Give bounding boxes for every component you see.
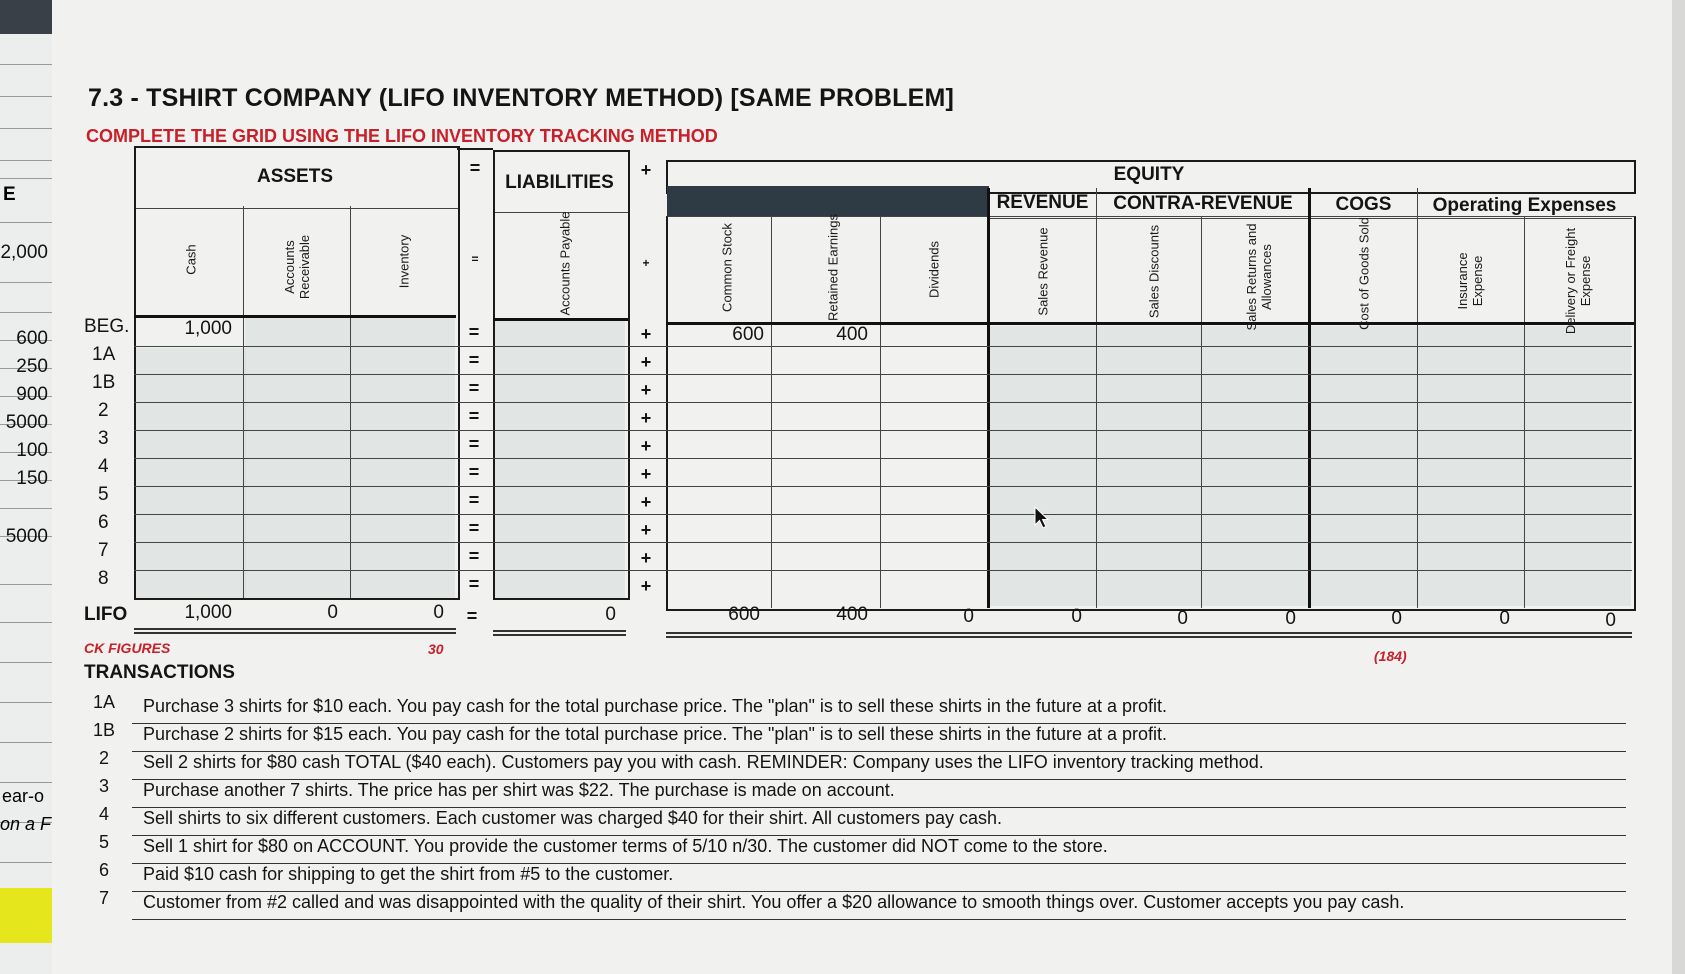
strip-value: 600 xyxy=(16,328,48,349)
adjacent-sheet-strip xyxy=(0,0,53,974)
strip-value: 5000 xyxy=(5,526,48,547)
transaction-text: Purchase 3 shirts for $10 each. You pay cash for the total purchase price. The "plan" is to sell these shirts in the future at a profit. xyxy=(143,696,1168,716)
strip-value: 2,000 xyxy=(0,242,48,263)
transaction-number: 5 xyxy=(98,832,109,852)
equity-header: EQUITY xyxy=(1113,164,1185,185)
col-header-retained-earnings: Retained Earnings xyxy=(825,214,841,321)
row-plus: + xyxy=(640,464,652,484)
contra-revenue-header: CONTRA-REVENUE xyxy=(1113,193,1293,214)
row-label: 8 xyxy=(98,568,109,589)
check-figures-label: CK FIGURES xyxy=(84,640,171,656)
transaction-text: Paid $10 cash for shipping to get the shirt from #5 to the customer. xyxy=(143,864,674,884)
col-header-cash: Cash xyxy=(183,244,199,275)
strip-letter: E xyxy=(3,184,16,205)
total-insurance: 0 xyxy=(1499,608,1510,629)
mouse-cursor-icon xyxy=(1034,506,1050,530)
total-common-stock: 600 xyxy=(728,604,760,625)
row-equals: = xyxy=(468,546,480,566)
transactions-title: TRANSACTIONS xyxy=(84,662,235,683)
col-header-cogs: Cost of Goods Sold xyxy=(1356,217,1372,330)
revenue-header: REVENUE xyxy=(996,192,1089,213)
transaction-text: Purchase 2 shirts for $15 each. You pay cash for the total purchase price. The "plan" is to sell these shirts in the future at a profit. xyxy=(143,724,1168,744)
col-header-common-stock: Common Stock xyxy=(719,223,735,312)
row-equals: = xyxy=(468,350,480,370)
check-figure-inventory: 30 xyxy=(428,641,444,657)
page-subtitle: COMPLETE THE GRID USING THE LIFO INVENTORY TRACKING METHOD xyxy=(86,126,718,146)
strip-value: 900 xyxy=(16,384,48,405)
total-dividends: 0 xyxy=(963,606,974,627)
plus-header: + xyxy=(640,160,652,180)
transaction-number: 3 xyxy=(98,776,109,796)
transaction-number: 1B xyxy=(92,720,116,740)
row-label: 4 xyxy=(98,456,109,477)
beg-retained-earnings-cell[interactable]: 400 xyxy=(836,324,868,345)
strip-value: 5000 xyxy=(5,412,48,433)
row-equals: = xyxy=(468,378,480,398)
total-sales-discounts: 0 xyxy=(1177,608,1188,629)
total-inventory: 0 xyxy=(433,602,444,623)
total-retained-earnings: 400 xyxy=(836,604,868,625)
row-plus: + xyxy=(640,520,652,540)
strip-highlight xyxy=(0,888,52,943)
total-accounts-receivable: 0 xyxy=(327,602,338,623)
row-equals: = xyxy=(468,462,480,482)
beg-common-stock-cell[interactable]: 600 xyxy=(732,324,764,345)
col-header-dividends: Dividends xyxy=(926,240,942,299)
col-header-inventory: Inventory xyxy=(396,234,412,289)
row-equals: = xyxy=(468,322,480,342)
row-equals: = xyxy=(468,574,480,594)
col-header-equals: = xyxy=(471,252,479,266)
row-plus: + xyxy=(640,408,652,428)
strip-value: 250 xyxy=(16,356,48,377)
beg-cash-cell[interactable]: 1,000 xyxy=(184,318,232,339)
total-equals: = xyxy=(466,606,478,626)
row-plus: + xyxy=(640,548,652,568)
strip-header-block xyxy=(0,0,52,34)
row-plus: + xyxy=(640,492,652,512)
col-header-insurance: Insurance Expense xyxy=(1455,252,1485,310)
row-label: 7 xyxy=(98,540,109,561)
strip-value: 100 xyxy=(16,440,48,461)
liabilities-header: LIABILITIES xyxy=(505,172,614,193)
page-title: 7.3 - TSHIRT COMPANY (LIFO INVENTORY METHOD) [SAME PROBLEM] xyxy=(88,84,954,112)
equals-header: = xyxy=(469,158,481,178)
row-plus: + xyxy=(640,436,652,456)
transaction-text: Sell 2 shirts for $80 cash TOTAL ($40 each). Customers pay you with cash. REMINDER: Company uses the LIFO inventory tracking method. xyxy=(143,752,1264,772)
totals-label: LIFO xyxy=(84,604,128,625)
cogs-header: COGS xyxy=(1335,194,1392,215)
col-header-sales-revenue: Sales Revenue xyxy=(1035,227,1051,316)
row-plus: + xyxy=(640,324,652,344)
row-label: BEG. xyxy=(84,316,130,337)
col-header-sales-returns: Sales Returns and Allowances xyxy=(1244,223,1274,331)
row-equals: = xyxy=(468,406,480,426)
strip-text: on a F xyxy=(0,814,52,834)
row-equals: = xyxy=(468,518,480,538)
transaction-text: Sell 1 shirt for $80 on ACCOUNT. You provide the customer terms of 5/10 n/30. The customer did NOT come to the store. xyxy=(143,836,1108,856)
transaction-text: Purchase another 7 shirts. The price has per shirt was $22. The purchase is made on account. xyxy=(143,780,895,800)
col-header-delivery: Delivery or Freight Expense xyxy=(1563,227,1593,335)
row-plus: + xyxy=(640,576,652,596)
row-equals: = xyxy=(468,434,480,454)
transaction-number: 2 xyxy=(98,748,109,768)
transaction-text: Sell shirts to six different customers. Each customer was charged $40 for their shirt. All customers pay cash. xyxy=(143,808,1003,828)
transaction-number: 7 xyxy=(98,888,109,908)
col-header-sales-discounts: Sales Discounts xyxy=(1146,224,1162,319)
strip-text: ear-o xyxy=(2,786,45,806)
equity-dark-band xyxy=(667,186,989,216)
check-figure-cogs: (184) xyxy=(1374,648,1407,664)
strip-value: 150 xyxy=(16,468,48,489)
col-header-plus: + xyxy=(642,256,650,270)
transaction-number: 4 xyxy=(98,804,109,824)
row-plus: + xyxy=(640,352,652,372)
transaction-number: 1A xyxy=(92,692,116,712)
transaction-text: Customer from #2 called and was disappointed with the quality of their shirt. You offer a $20 allowance to smooth things over. Customer accepts you pay cash. xyxy=(143,892,1405,912)
row-label: 6 xyxy=(98,512,109,533)
row-label: 1A xyxy=(92,344,116,365)
operating-expenses-header: Operating Expenses xyxy=(1432,195,1617,216)
total-cash: 1,000 xyxy=(184,602,232,623)
col-header-accounts-payable: Accounts Payable xyxy=(557,211,573,316)
row-label: 2 xyxy=(98,400,109,421)
total-sales-revenue: 0 xyxy=(1071,606,1082,627)
total-accounts-payable: 0 xyxy=(605,604,616,625)
row-plus: + xyxy=(640,380,652,400)
transaction-number: 6 xyxy=(98,860,109,880)
total-cogs: 0 xyxy=(1391,608,1402,629)
col-header-accounts-receivable: Accounts Receivable xyxy=(282,234,312,300)
row-label: 3 xyxy=(98,428,109,449)
row-equals: = xyxy=(468,490,480,510)
assets-header: ASSETS xyxy=(256,166,334,187)
total-delivery: 0 xyxy=(1605,610,1616,631)
row-label: 1B xyxy=(92,372,116,393)
total-sales-returns: 0 xyxy=(1285,608,1296,629)
row-label: 5 xyxy=(98,484,109,505)
